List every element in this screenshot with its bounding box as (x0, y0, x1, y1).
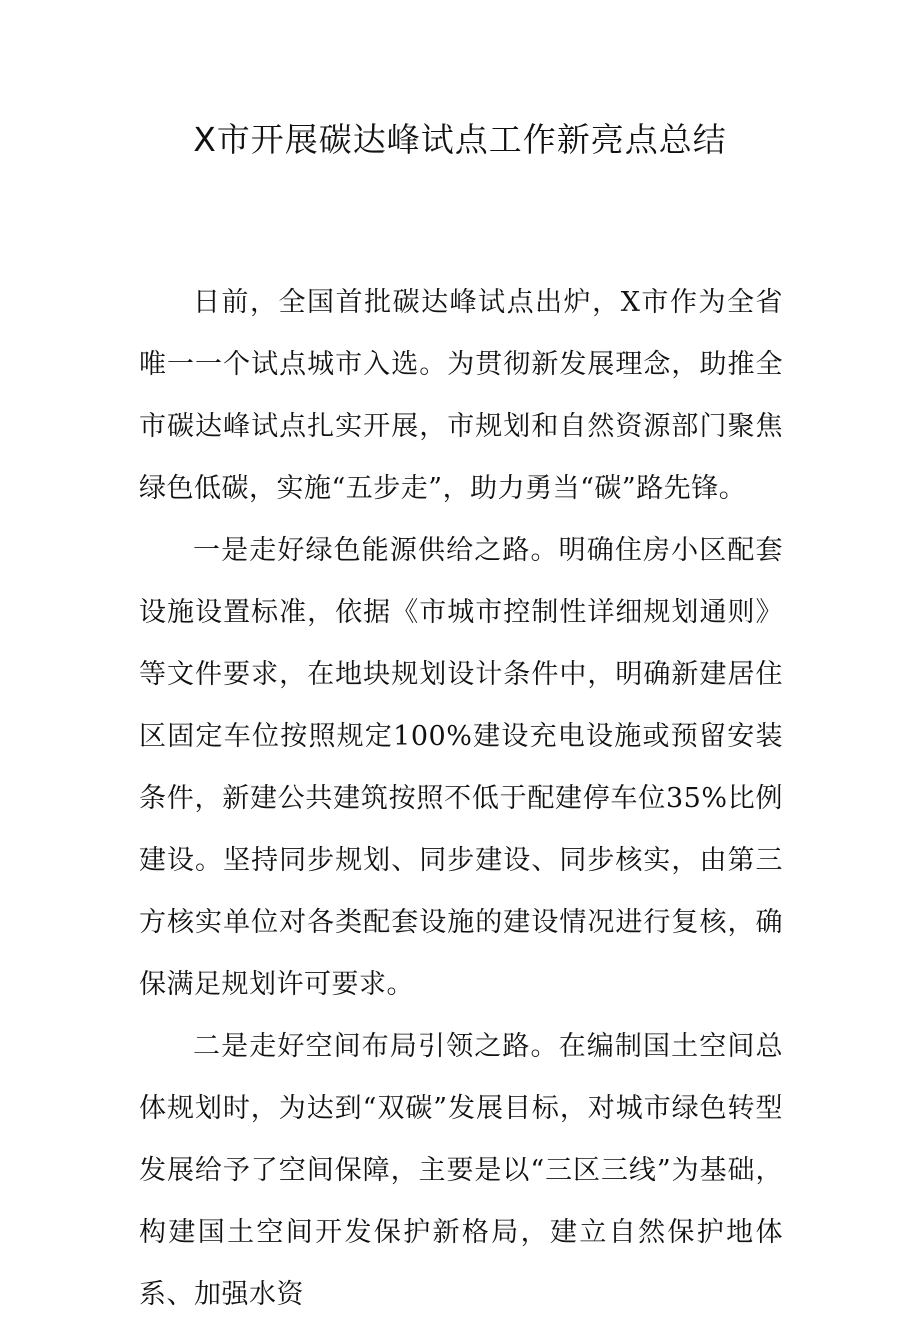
document-body (139, 272, 783, 1326)
paragraph-intro: 日前，全国首批碳达峰试点出炉，X市作为全省唯一一个试点城市入选。为贯彻新发展理念，助推全市碳达峰试点扎实开展，市规划和自然资源部门聚焦绿色低碳，实施“五步走”，助力勇当“碳”路先锋。 (139, 287, 783, 504)
paragraph-green-energy: 一是走好绿色能源供给之路。明确住房小区配套设施设置标准，依据《市城市控制性详细规划通则》等文件要求，在地块规划设计条件中，明确新建居住区固定车位按照规定100%建设充电设施或预留安装条件，新建公共建筑按照不低于配建停车位35%比例建设。坚持同步规划、同步建设、同步核实，由第三方核实单位对各类配套设施的建设情况进行复核，确保满足规划许可要求。 (139, 535, 783, 1000)
paragraph-spatial-layout: 二是走好空间布局引领之路。在编制国土空间总体规划时，为达到“双碳”发展目标，对城市绿色转型发展给予了空间保障，主要是以“三区三线”为基础，构建国土空间开发保护新格局，建立自然保护地体系、加强水资 (139, 1031, 783, 1310)
document-title: X市开展碳达峰试点工作新亮点总结 (193, 120, 727, 159)
